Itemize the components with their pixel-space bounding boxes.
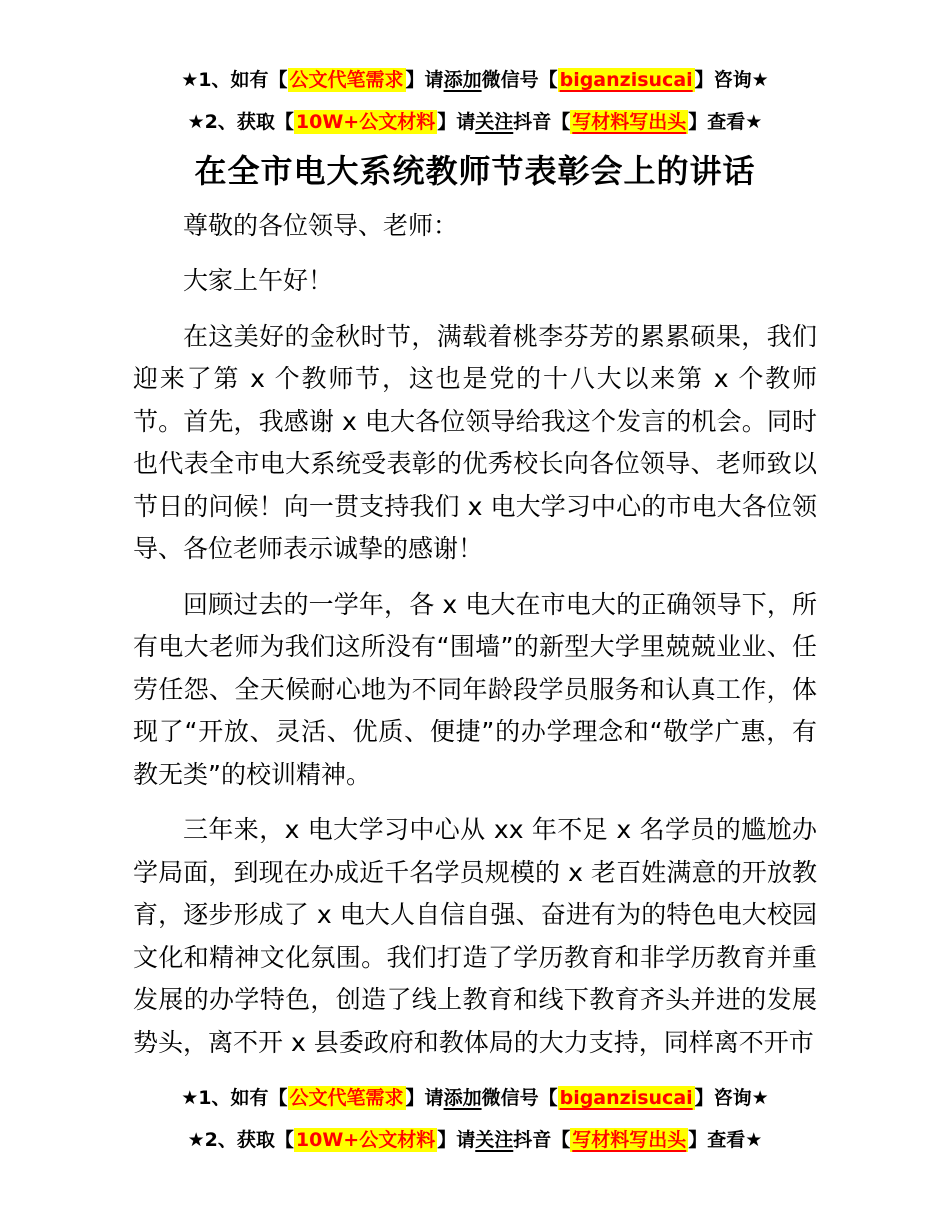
promo-text: 】请 xyxy=(437,1129,476,1152)
promo-highlight-ghostwriting-need: 公文代笔需求 xyxy=(289,69,404,91)
promo-text: 微信号【 xyxy=(481,69,558,91)
promo-text: ★2、获取【 xyxy=(187,1129,294,1152)
promo-underlined-follow: 关注 xyxy=(475,111,514,133)
promo-text: 】咨询★ xyxy=(694,1087,769,1110)
promo-douyin-account: 写材料写出头 xyxy=(572,1129,687,1152)
promo-highlight-materials: 10W+公文材料 xyxy=(295,1129,436,1152)
promo-text: 抖音【 xyxy=(513,1129,571,1152)
promo-text: ★1、如有【 xyxy=(181,1087,288,1110)
promo-text: ★1、如有【 xyxy=(181,69,288,91)
paragraph-body-2: 回顾过去的一学年，各 x 电大在市电大的正确领导下，所有电大老师为我们这所没有“围墙”的新型大学里兢兢业业、任劳任怨、全天候耐心地为不同年龄段学员服务和认真工作，体现了“开放、灵活、优质、便捷”的办学理念和“敬学广惠，有教无类”的校训精神。 xyxy=(133,589,817,789)
paragraph-salutation: 尊敬的各位领导、老师： xyxy=(183,210,459,240)
promo-footer-line-2 xyxy=(133,1119,817,1161)
promo-text: 】请 xyxy=(405,1087,444,1110)
promo-wechat-id: biganzisucai xyxy=(559,69,693,91)
promo-underlined-add: 添加 xyxy=(443,1087,482,1110)
promo-text: 】查看★ xyxy=(688,111,763,133)
promo-wechat-id: biganzisucai xyxy=(559,1087,693,1110)
promo-header xyxy=(133,59,817,143)
promo-footer-line-1 xyxy=(133,1077,817,1119)
promo-footer xyxy=(133,1077,817,1161)
promo-text: 】请 xyxy=(437,111,476,133)
promo-underlined-follow: 关注 xyxy=(475,1129,514,1152)
promo-text: 微信号【 xyxy=(481,1087,558,1110)
promo-underlined-add: 添加 xyxy=(443,69,482,91)
paragraph-body-3: 三年来，x 电大学习中心从 xx 年不足 x 名学员的尴尬办学局面，到现在办成近千名学员规模的 x 老百姓满意的开放教育，逐步形成了 x 电大人自信自强、奋进有为的特色电大校园文化和精神文化氛围。我们打造了学历教育和非学历教育并重发展的办学特色，创造了线上教育和线下教育齐头并进的发展势头，离不开 x 县委政府和教体局的大力支持，同样离不开市 xyxy=(133,815,817,1057)
promo-text: 】查看★ xyxy=(688,1129,763,1152)
promo-text: 抖音【 xyxy=(513,111,571,133)
paragraph-greeting: 大家上午好！ xyxy=(183,266,334,296)
promo-text: 】请 xyxy=(405,69,444,91)
promo-douyin-account: 写材料写出头 xyxy=(572,111,687,133)
promo-highlight-materials: 10W+公文材料 xyxy=(295,111,436,133)
promo-header-line-1 xyxy=(133,59,817,101)
promo-text: 】咨询★ xyxy=(694,69,769,91)
promo-header-line-2 xyxy=(133,101,817,143)
promo-text: ★2、获取【 xyxy=(187,111,294,133)
paragraph-body-1: 在这美好的金秋时节，满载着桃李芬芳的累累硕果，我们迎来了第 x 个教师节，这也是党的十八大以来第 x 个教师节。首先，我感谢 x 电大各位领导给我这个发言的机会。同时也代表全市电大系统受表彰的优秀校长向各位领导、老师致以节日的问候！向一贯支持我们 x 电大学习中心的市电大各位领导、各位老师表示诚挚的感谢！ xyxy=(133,321,817,564)
promo-highlight-ghostwriting-need: 公文代笔需求 xyxy=(289,1087,404,1110)
document-title: 在全市电大系统教师节表彰会上的讲话 xyxy=(194,152,756,190)
